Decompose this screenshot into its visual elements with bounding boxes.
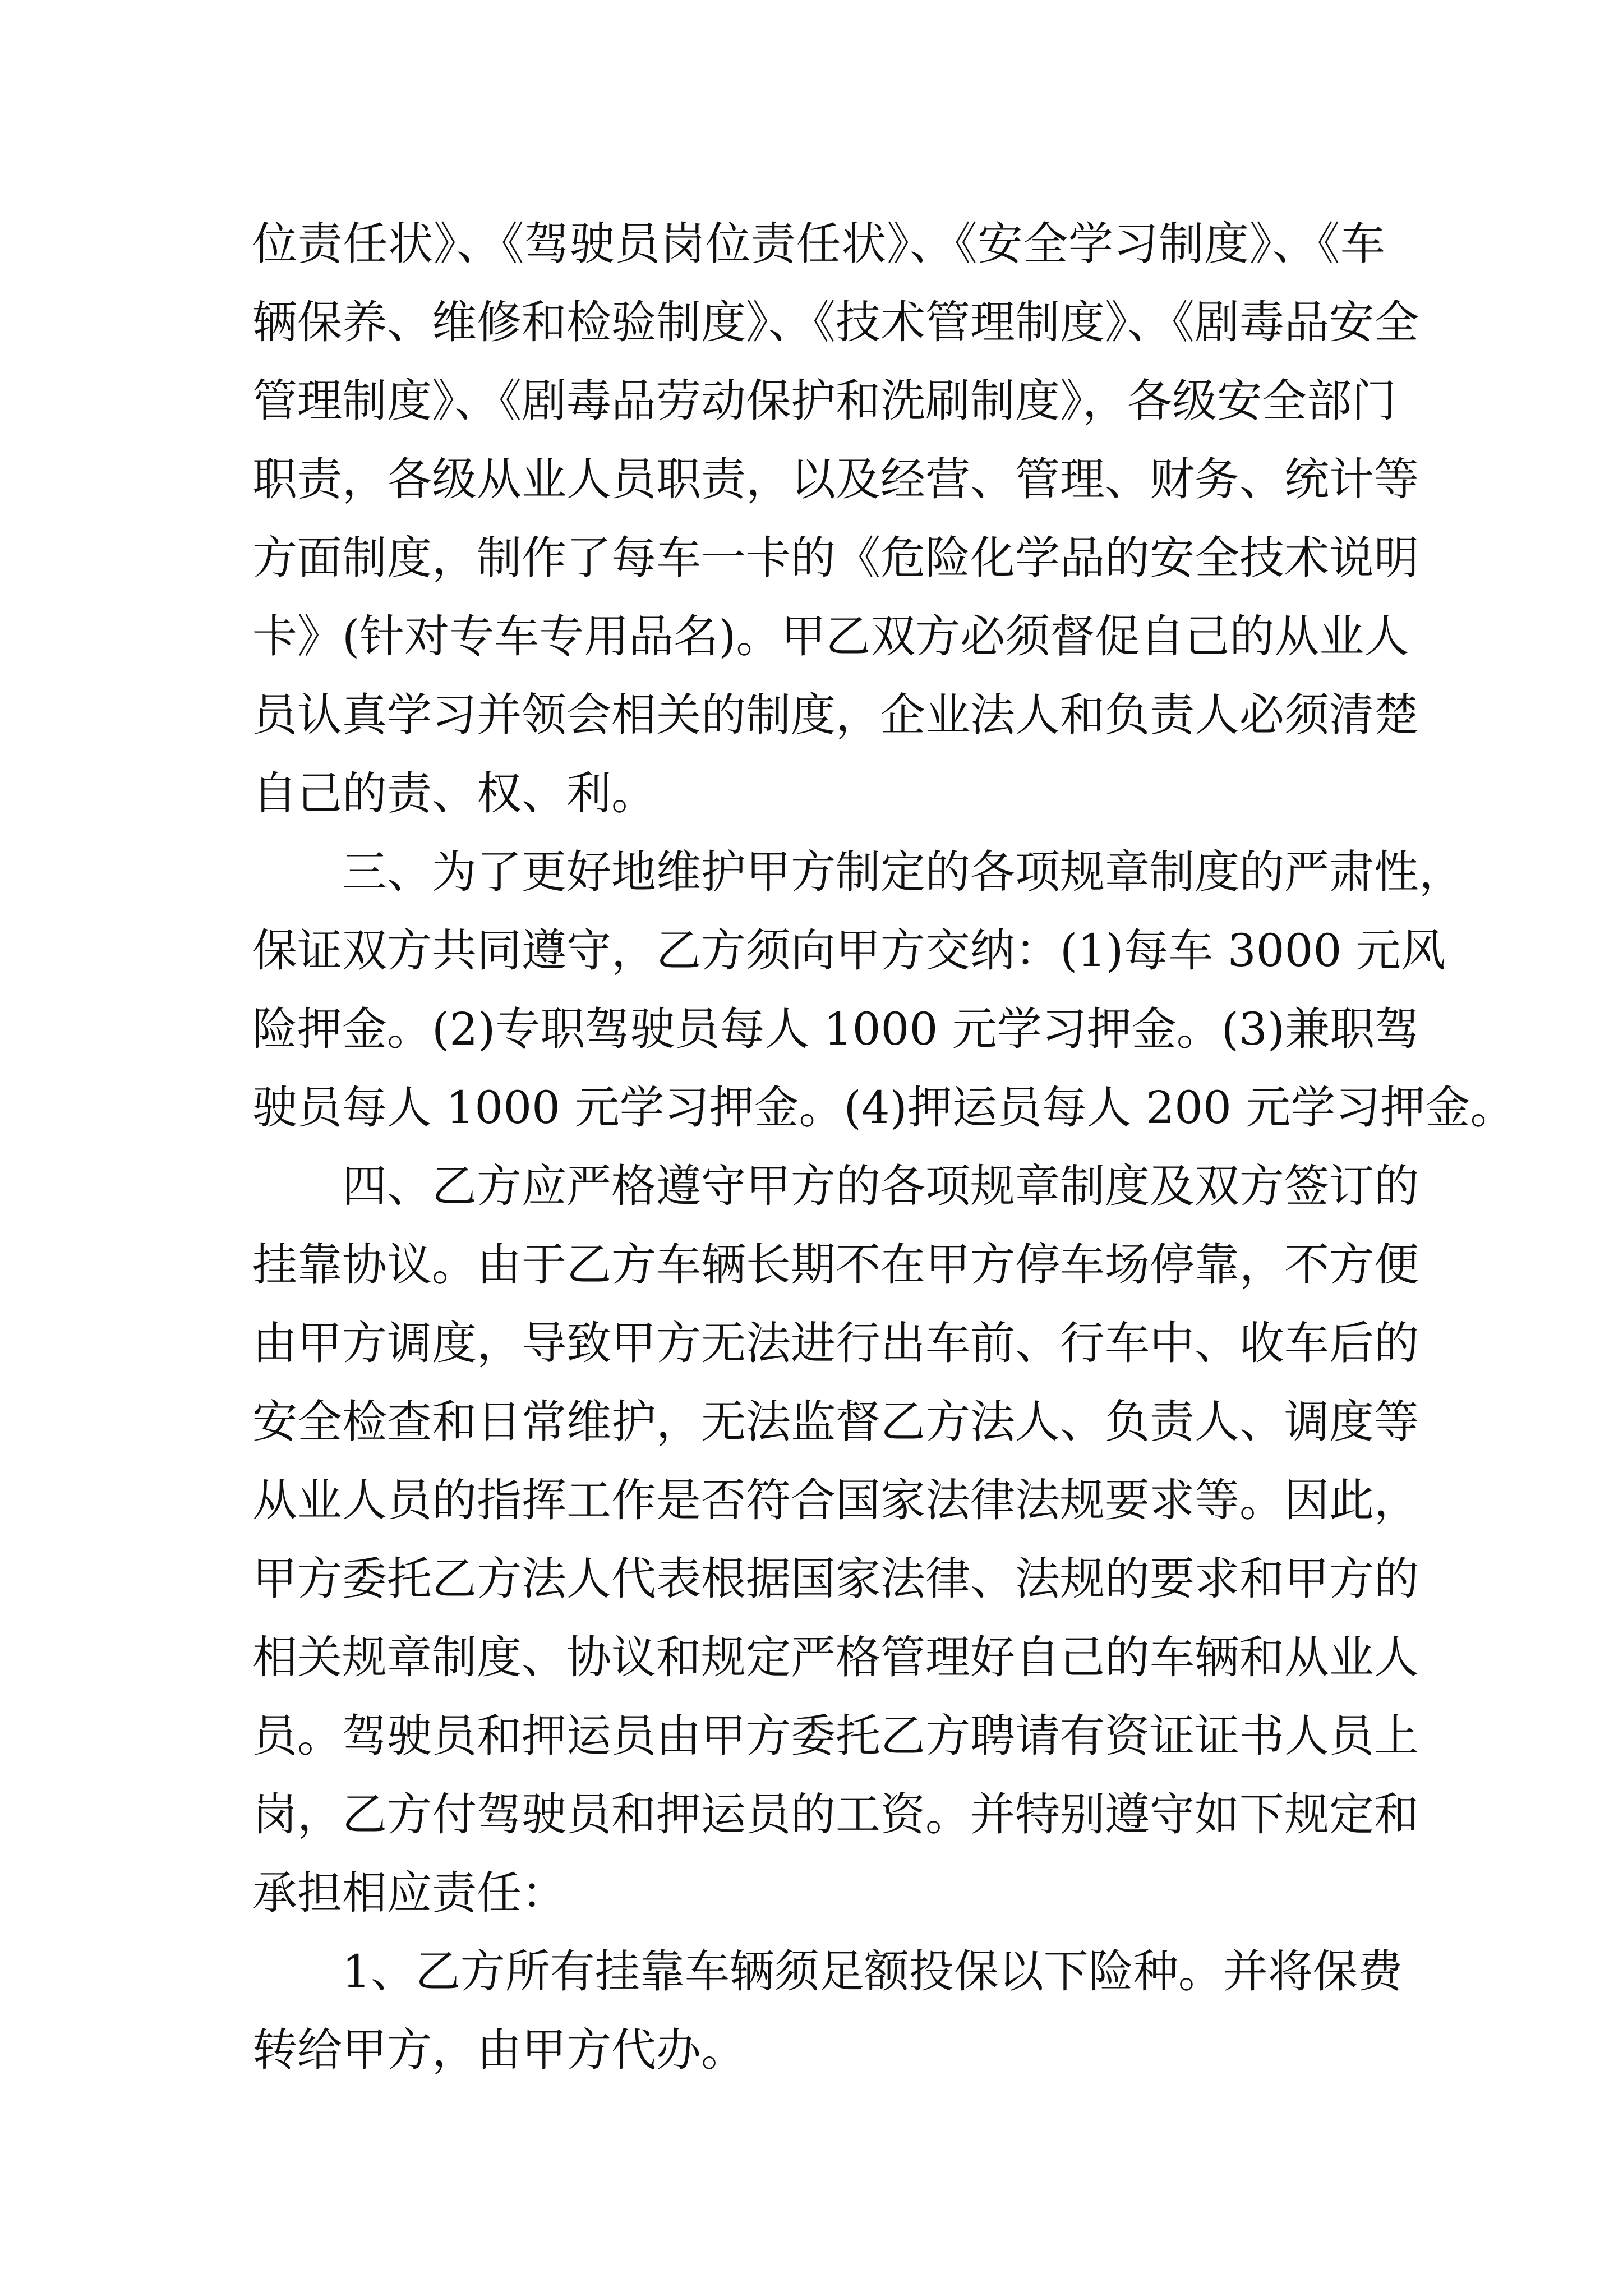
text-line: 职责，各级从业人员职责，以及经营、管理、财务、统计等 — [252, 453, 1419, 505]
text-line: 方面制度，制作了每车一卡的《危险化学品的安全技术说明 — [252, 532, 1419, 584]
paragraph-last-line: 驶员每人 1000 元学习押金。(4)押运员每人 200 元学习押金。 — [252, 1082, 1515, 1134]
text-line: 险押金。(2)专职驾驶员每人 1000 元学习押金。(3)兼职驾 — [252, 1003, 1420, 1055]
text-line: 相关规章制度、协议和规定严格管理好自己的车辆和从业人 — [252, 1631, 1419, 1683]
paragraph-first-line: 三、为了更好地维护甲方制定的各项规章制度的严肃性， — [342, 846, 1464, 898]
text-line: 挂靠协议。由于乙方车辆长期不在甲方停车场停靠，不方便 — [252, 1239, 1419, 1291]
text-line: 甲方委托乙方法人代表根据国家法律、法规的要求和甲方的 — [252, 1553, 1419, 1605]
text-line: 位责任状》、《驾驶员岗位责任状》、《安全学习制度》、《车 — [252, 218, 1385, 270]
paragraph-last-line: 自己的责、权、利。 — [252, 767, 656, 820]
text-line: 保证双方共同遵守，乙方须向甲方交纳：(1)每车 3000 元风 — [252, 924, 1446, 977]
text-line: 安全检查和日常维护，无法监督乙方法人、负责人、调度等 — [252, 1396, 1419, 1448]
text-line: 从业人员的指挥工作是否符合国家法律法规要求等。因此， — [252, 1474, 1419, 1526]
paragraph-first-line: 1、乙方所有挂靠车辆须足额投保以下险种。并将保费 — [342, 1945, 1403, 1998]
text-line: 员认真学习并领会相关的制度，企业法人和负责人必须清楚 — [252, 689, 1419, 741]
text-line: 卡》(针对专车专用品名)。甲乙双方必须督促自己的从业人 — [252, 610, 1409, 662]
paragraph-first-line: 四、乙方应严格遵守甲方的各项规章制度及双方签订的 — [342, 1160, 1419, 1212]
text-line: 管理制度》、《剧毒品劳动保护和洗刷制度》，各级安全部门 — [252, 375, 1396, 427]
text-line: 员。驾驶员和押运员由甲方委托乙方聘请有资证证书人员上 — [252, 1710, 1419, 1762]
text-line: 辆保养、维修和检验制度》、《技术管理制度》、《剧毒品安全 — [252, 296, 1419, 348]
paragraph-last-line: 承担相应责任： — [252, 1867, 566, 1919]
paragraph-last-line: 转给甲方，由甲方代办。 — [252, 2024, 746, 2076]
text-line: 岗，乙方付驾驶员和押运员的工资。并特别遵守如下规定和 — [252, 1788, 1419, 1841]
text-line: 由甲方调度，导致甲方无法进行出车前、行车中、收车后的 — [252, 1317, 1419, 1369]
